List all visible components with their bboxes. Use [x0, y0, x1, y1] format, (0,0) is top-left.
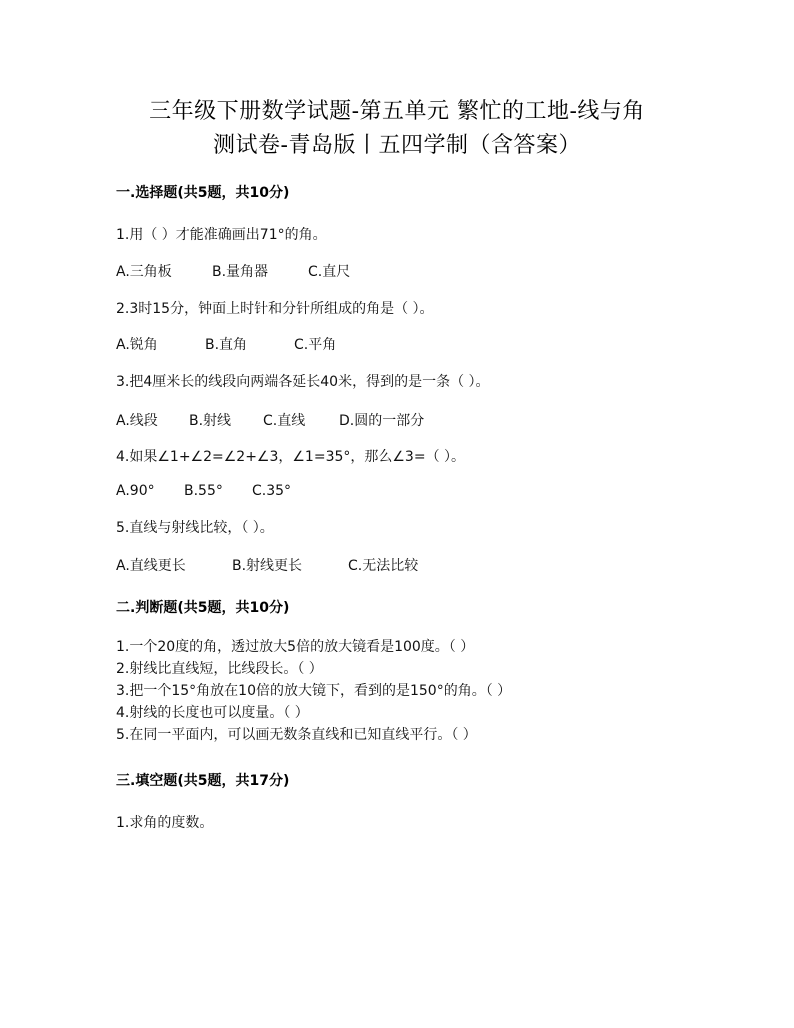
option-3b: B.射线 [189, 413, 232, 429]
doc-title-line-1: 三年级下册数学试题-第五单元 繁忙的工地-线与角 [149, 99, 645, 124]
section-heading-choice: 一.选择题(共5题，共10分) [116, 185, 290, 201]
choice-options-4 [116, 483, 291, 499]
judgement-list [116, 636, 511, 746]
option-3a: A.线段 [116, 413, 158, 429]
choice-question-1: 1.用（ ）才能准确画出71°的角。 [116, 227, 327, 243]
choice-question-5: 5.直线与射线比较，（ ）。 [116, 520, 274, 536]
option-4a: A.90° [116, 483, 155, 499]
option-2c: C.平角 [294, 337, 337, 353]
option-1a: A.三角板 [116, 264, 172, 280]
section-heading-judgement: 二.判断题(共5题，共10分) [116, 600, 290, 616]
option-1b: B.量角器 [212, 264, 269, 280]
option-5c: C.无法比较 [348, 558, 419, 574]
option-5b: B.射线更长 [232, 558, 303, 574]
doc-title-line-2: 测试卷-青岛版丨五四学制（含答案） [213, 133, 581, 158]
option-1c: C.直尺 [308, 264, 351, 280]
choice-options-1 [116, 261, 350, 281]
judgement-item-2: 2.射线比直线短，比线段长。（ ） [116, 661, 323, 677]
choice-question-2: 2.3时15分，钟面上时针和分针所组成的角是（ ）。 [116, 301, 434, 317]
judgement-item-1: 1.一个20度的角，透过放大5倍的放大镜看是100度。（ ） [116, 639, 475, 655]
judgement-item-4: 4.射线的长度也可以度量。（ ） [116, 705, 309, 721]
choice-options-2 [116, 334, 336, 354]
choice-options-3 [116, 410, 424, 430]
option-2a: A.锐角 [116, 337, 158, 353]
option-4c: C.35° [252, 483, 292, 499]
choice-question-3: 3.把4厘米长的线段向两端各延长40米，得到的是一条（ ）。 [116, 374, 490, 390]
judgement-item-5: 5.在同一平面内，可以画无数条直线和已知直线平行。（ ） [116, 727, 477, 743]
fill-in-item-1: 1.求角的度数。 [116, 815, 214, 831]
section-heading-fill-in: 三.填空题(共5题，共17分) [116, 773, 290, 789]
choice-question-4: 4.如果∠1+∠2=∠2+∠3，∠1=35°，那么∠3=（ ）。 [116, 449, 466, 465]
option-2b: B.直角 [205, 337, 248, 353]
judgement-item-3: 3.把一个15°角放在10倍的放大镜下，看到的是150°的角。（ ） [116, 683, 512, 699]
option-3c: C.直线 [263, 413, 306, 429]
option-5a: A.直线更长 [116, 558, 186, 574]
choice-options-5 [116, 555, 418, 575]
option-3d: D.圆的一部分 [339, 413, 425, 429]
option-4b: B.55° [184, 483, 223, 499]
